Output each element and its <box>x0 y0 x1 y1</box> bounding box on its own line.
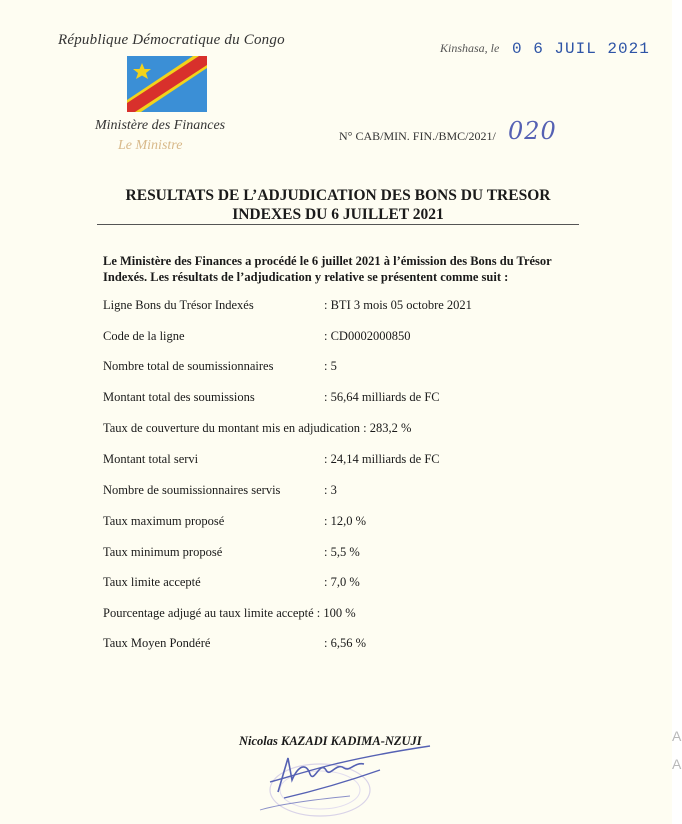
result-label: Taux Moyen Pondéré <box>103 636 211 650</box>
result-value: : 12,0 % <box>324 514 367 528</box>
result-label: Nombre total de soumissionnaires <box>103 359 274 373</box>
result-value: : 24,14 milliards de FC <box>324 452 440 466</box>
result-label: Code de la ligne <box>103 329 185 343</box>
document-title: RESULTATS DE L’ADJUDICATION DES BONS DU TRESOR INDEXES DU 6 JUILLET 2021 <box>125 187 551 223</box>
intro-paragraph: Le Ministère des Finances a procédé le 6 juillet 2021 à l’émission des Bons du Trésor Indexés. Les résultats de l’adjudication y relative se présentent comme suit : <box>103 254 552 284</box>
place-label: Kinshasa, le <box>440 41 500 55</box>
result-value: : 5,5 % <box>324 545 360 559</box>
result-label: Taux maximum proposé <box>103 514 225 528</box>
minister-title: Le Ministre <box>118 138 183 153</box>
result-value: : BTI 3 mois 05 octobre 2021 <box>324 298 472 312</box>
signer-name: Nicolas KAZADI KADIMA-NZUJI <box>239 734 422 748</box>
page-edge <box>672 0 682 824</box>
result-value: : 3 <box>324 483 337 497</box>
republic-heading: République Démocratique du Congo <box>58 32 285 48</box>
result-label: Taux limite accepté <box>103 575 201 589</box>
result-value: : 5 <box>324 359 337 373</box>
date-stamp: 0 6 JUIL 2021 <box>512 40 650 58</box>
result-label: Taux de couverture du montant mis en adjudication : 283,2 % <box>103 421 412 435</box>
result-label: Nombre de soumissionnaires servis <box>103 483 281 497</box>
edge-mark: A <box>672 756 682 772</box>
result-value: : 6,56 % <box>324 636 367 650</box>
result-value: : 56,64 milliards de FC <box>324 390 440 404</box>
reference-number: 020 <box>508 117 557 145</box>
edge-mark: A <box>672 728 682 744</box>
result-value: : 7,0 % <box>324 575 360 589</box>
result-label: Taux minimum proposé <box>103 545 223 559</box>
result-label: Pourcentage adjugé au taux limite accepté : 100 % <box>103 606 356 620</box>
handwritten-signature <box>240 740 440 820</box>
result-label: Montant total des soumissions <box>103 390 255 404</box>
result-label: Montant total servi <box>103 452 199 466</box>
result-label: Ligne Bons du Trésor Indexés <box>103 298 254 312</box>
drc-flag-icon <box>127 56 207 112</box>
title-underline <box>97 224 579 225</box>
result-value: : CD0002000850 <box>324 329 411 343</box>
ministry-name: Ministère des Finances <box>95 118 226 133</box>
reference-label: N° CAB/MIN. FIN./BMC/2021/ <box>339 129 496 143</box>
